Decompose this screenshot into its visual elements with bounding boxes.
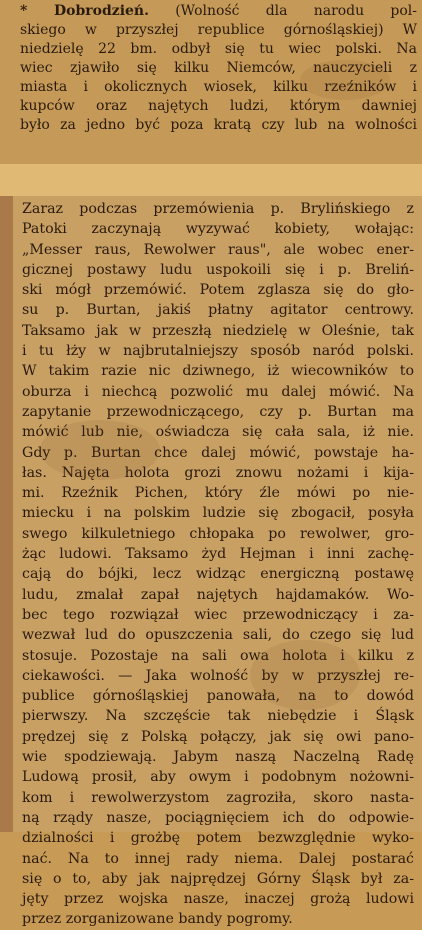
body-line: Zaraz podczas przemówienia p. Brylińskiego z: [22, 201, 414, 217]
body-line: Ludową prosił, aby owym i podobnym nożowni-: [22, 769, 414, 786]
body-line: i tu łży w najbrutalniejszy sposób naród polski.: [22, 343, 414, 360]
body-line: się o to, aby jak najprędzej Górny Śląsk był za-: [22, 870, 414, 887]
body-line: mi. Rzeźnik Pichen, który źle mówi po nie-: [22, 485, 414, 502]
fragment-line-2: skiego w przyszłej republice górnośląskiej) W: [20, 22, 417, 38]
body-line: Patoki zaczynają wyzywać kobiety, wołając:: [22, 221, 414, 238]
body-line: wie spodziewają. Jabym naszą Naczelną Radę: [22, 749, 414, 766]
paper-stain: [300, 60, 390, 100]
fragment-line-1: * Dobrodzień. (Wolność dla narodu pol-: [20, 3, 417, 19]
body-line: oburza i niechcą pozwolić mu dalej mówić. Na: [22, 383, 414, 400]
body-line: Taksamo jak w przeszłą niedzielę w Oleśnie, tak: [22, 322, 414, 339]
body-line: żąc ludowi. Taksamo żyd Hejman i inni zachę-: [22, 546, 414, 563]
fragment-line-6: kupców oraz najętych ludzi, którym dawniej: [20, 98, 417, 114]
body-line: wezwał lud do opuszczenia sali, do czego się lud: [22, 627, 414, 644]
body-line: W takim razie nic dziwnego, iż wiecowników to: [22, 363, 414, 380]
body-line: gicznej postawy ludu uspokoili się i p. Breliń-: [22, 261, 414, 278]
body-line: przez zorganizowane bandy pogromy.: [22, 911, 293, 928]
fragment-line-7: było za jedno być poza kratą czy lub na wolności: [20, 117, 417, 133]
body-line: stosuje. Pozostaje na sali owa holota i kilku z: [22, 647, 414, 664]
article-body: [10, 196, 418, 928]
body-line: bec tego rozwiązał wiec przewodniczący i za-: [22, 606, 414, 623]
body-line: nać. Na to innej rady niema. Dalej postarać: [22, 850, 414, 867]
body-line: ciekawości. — Jaka wolność by w przyszłej re-: [22, 667, 414, 684]
fragment-line-5: miasta i okolicznych wiosek, kilku rzeźników i: [20, 79, 417, 95]
body-line: cają do bójki, lecz widząc energiczną postawę: [22, 566, 414, 583]
body-line: publice górnośląskiej panowała, na to dowód: [22, 688, 414, 705]
body-line: zapytanie przewodniczącego, czy p. Burtan ma: [22, 403, 414, 420]
body-line: „Messer raus, Rewolwer raus", ale wobec ener-: [22, 241, 414, 258]
body-paragraph: [10, 196, 418, 930]
body-line: ski mógł przemówić. Potem zglasza się do gło-: [22, 282, 414, 299]
fragment-line-4: wiec zjawiło się kilku Niemców, nauczycieli z: [20, 60, 417, 76]
body-line: łas. Najęta holota grozi znowu nożami i kija-: [22, 464, 414, 481]
body-line: pierwszy. Na szczęście tak niebędzie i Śląsk: [22, 708, 414, 725]
article-lead: * Dobrodzień.: [20, 3, 149, 19]
body-line: dzialności i grożbę potem bezwzględnie wyko-: [22, 830, 414, 847]
body-line: prędzej się z Polską połączy, jak się owi pano-: [22, 728, 414, 745]
body-line: ludu, zmalał zapał najętych hajdamaków. Wo-: [22, 586, 414, 603]
body-line: swego kilkuletniego chłopaka po rewolwer, gro-: [22, 525, 414, 542]
paper-gap: [0, 164, 422, 196]
body-line: Gdy p. Burtan chce dalej mówić, powstaje ha-: [22, 444, 414, 461]
paper-stain: [40, 420, 160, 480]
paper-stain: [250, 640, 360, 710]
body-line: kom i rewolwerzystom zagroziła, skoro nasta-: [22, 789, 414, 806]
fragment-line-3: niedzielę 22 bm. odbył się tu wiec polski. Na: [20, 41, 417, 57]
body-line: mówić lub nie, oświadcza się cała sala, iż nie.: [22, 424, 414, 441]
body-line: su p. Burtan, jakiś płatny agitator centrowy.: [22, 302, 414, 319]
body-line: miecku i na polskim ludzie się zbogacił, posyła: [22, 505, 414, 522]
body-line: jęty przez wojska nasze, inaczej grożą ludowi: [22, 891, 414, 908]
body-line: ną rządy nasze, pociągnięciem ich do odpowie-: [22, 809, 414, 826]
